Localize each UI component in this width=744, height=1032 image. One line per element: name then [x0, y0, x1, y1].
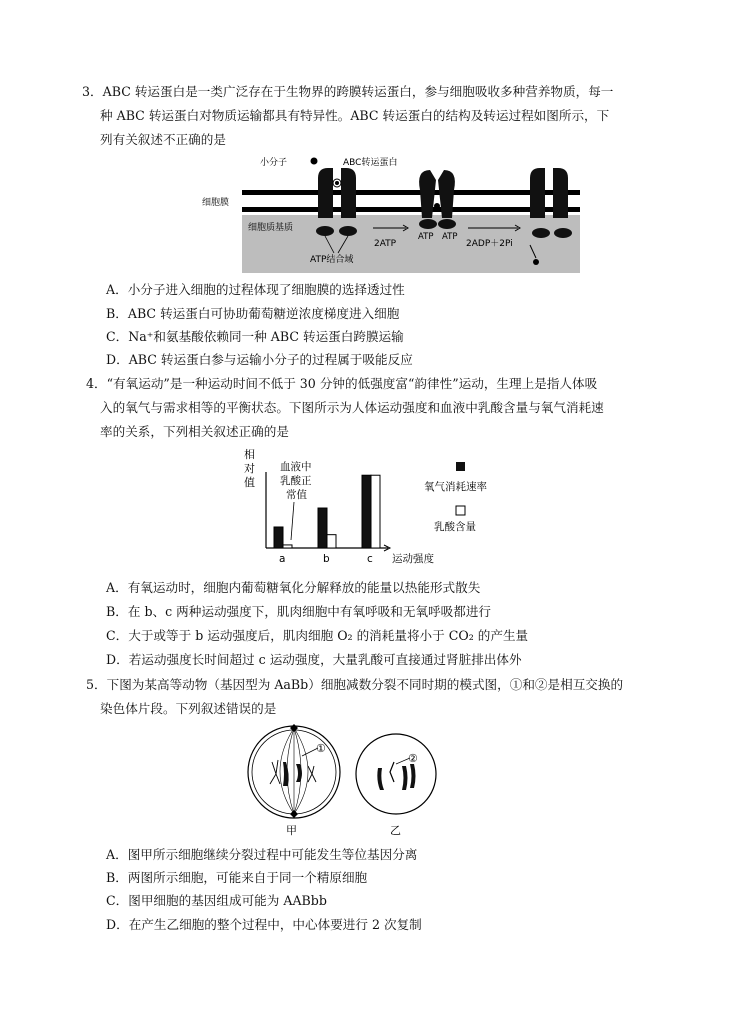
- label-cytoplasm: 细胞质基质: [248, 223, 294, 233]
- q3-option-a: A．小分子进入细胞的过程体现了细胞膜的选择透过性: [106, 282, 405, 297]
- y-label-char-3: 值: [244, 476, 255, 489]
- q3-option-c: C．Na⁺和氨基酸依赖同一种 ABC 转运蛋白跨膜运输: [106, 329, 404, 344]
- abc-transporter-figure: [198, 150, 588, 275]
- q5-option-a: A．图甲所示细胞继续分裂过程中可能发生等位基因分离: [106, 847, 418, 862]
- marker-2: ②: [408, 752, 418, 765]
- legend-swatch-oxygen: [456, 462, 465, 471]
- q5-stem-line2: 染色体片段。下列叙述错误的是: [100, 701, 277, 716]
- meiosis-figure: [246, 722, 446, 840]
- label-jia: 甲: [286, 824, 297, 837]
- q4-option-d: D．若运动强度长时间超过 c 运动强度，大量乳酸可直接通过肾脏排出体外: [106, 652, 522, 667]
- q4-stem-line2: 入的氧气与需求相等的平衡状态。下图所示为人体运动强度和血液中乳酸含量与氧气消耗速: [100, 400, 604, 415]
- q4-stem-line3: 率的关系，下列相关叙述正确的是: [100, 424, 289, 439]
- x-tick-a: a: [279, 553, 286, 565]
- x-tick-c: c: [367, 553, 373, 565]
- q5-option-d: D．在产生乙细胞的整个过程中，中心体要进行 2 次复制: [106, 917, 422, 932]
- label-2atp: 2ATP: [374, 239, 397, 249]
- bar-c-lactate: [371, 475, 380, 548]
- annotation-line-1: 血液中: [280, 461, 312, 473]
- bar-a-lactate: [283, 545, 292, 548]
- legend-swatch-lactate: [456, 506, 465, 515]
- annotation-leader: [291, 502, 294, 540]
- exercise-chart: [238, 444, 518, 572]
- label-adp: 2ADP＋2Pi: [466, 239, 513, 249]
- bar-b-oxygen: [318, 508, 327, 548]
- bar-c-oxygen: [362, 475, 371, 548]
- q5-option-b: B．两图所示细胞，可能来自于同一个精原细胞: [106, 870, 368, 885]
- cell-jia: [248, 724, 340, 818]
- bar-a-oxygen: [274, 527, 283, 548]
- q3-option-d: D．ABC 转运蛋白参与运输小分子的过程属于吸能反应: [106, 352, 413, 367]
- membrane-top-line: [242, 190, 580, 195]
- label-membrane: 细胞膜: [202, 198, 230, 208]
- label-atp-left: ATP: [418, 232, 434, 242]
- q4-option-c: C．大于或等于 b 运动强度后，肌肉细胞 O₂ 的消耗量将小于 CO₂ 的产生量: [106, 628, 529, 643]
- label-atp-domain: ATP结合域: [310, 255, 354, 265]
- q3-stem-line2: 种 ABC 转运蛋白对物质运输都具有特异性。ABC 转运蛋白的结构及转运过程如图所示，下: [100, 108, 610, 123]
- small-molecule-dot: [311, 158, 318, 165]
- x-tick-b: b: [323, 553, 330, 565]
- x-axis-label: 运动强度: [392, 553, 434, 565]
- q3-option-b: B．ABC 转运蛋白可协助葡萄糖逆浓度梯度进入细胞: [106, 306, 400, 321]
- cell-yi: [356, 734, 436, 814]
- legend-label-oxygen: 氧气消耗速率: [424, 481, 487, 493]
- q4-option-a: A．有氧运动时，细胞内葡萄糖氧化分解释放的能量以热能形式散失: [106, 580, 481, 595]
- y-label-char-1: 相: [244, 448, 255, 461]
- label-atp-right: ATP: [442, 232, 458, 242]
- marker-1: ①: [316, 742, 326, 755]
- label-abc-protein: ABC转运蛋白: [343, 158, 398, 168]
- q4-stem-line1: 4．“有氧运动”是一种运动时间不低于 30 分钟的低强度富“韵律性”运动，生理上是指人体吸: [86, 376, 598, 391]
- label-small-molecule: 小分子: [260, 158, 288, 168]
- bar-b-lactate: [327, 535, 336, 548]
- legend-label-lactate: 乳酸含量: [434, 521, 476, 533]
- q3-stem-line1: 3．ABC 转运蛋白是一类广泛存在于生物界的跨膜转运蛋白，参与细胞吸收多种营养物质，每一: [82, 84, 614, 99]
- q5-option-c: C．图甲细胞的基因组成可能为 AABbb: [106, 893, 327, 908]
- q5-stem-line1: 5．下图为某高等动物（基因型为 AaBb）细胞减数分裂不同时期的模式图，①和②是相互交换的: [86, 677, 624, 692]
- annotation-line-2: 乳酸正: [280, 475, 312, 487]
- y-label-char-2: 对: [244, 462, 255, 475]
- membrane-bottom-line: [242, 207, 580, 212]
- annotation-line-3: 常值: [286, 489, 307, 501]
- q4-option-b: B．在 b、c 两种运动强度下，肌肉细胞中有氧呼吸和无氧呼吸都进行: [106, 604, 492, 619]
- label-yi: 乙: [390, 824, 401, 837]
- q3-stem-line3: 列有关叙述不正确的是: [100, 132, 226, 147]
